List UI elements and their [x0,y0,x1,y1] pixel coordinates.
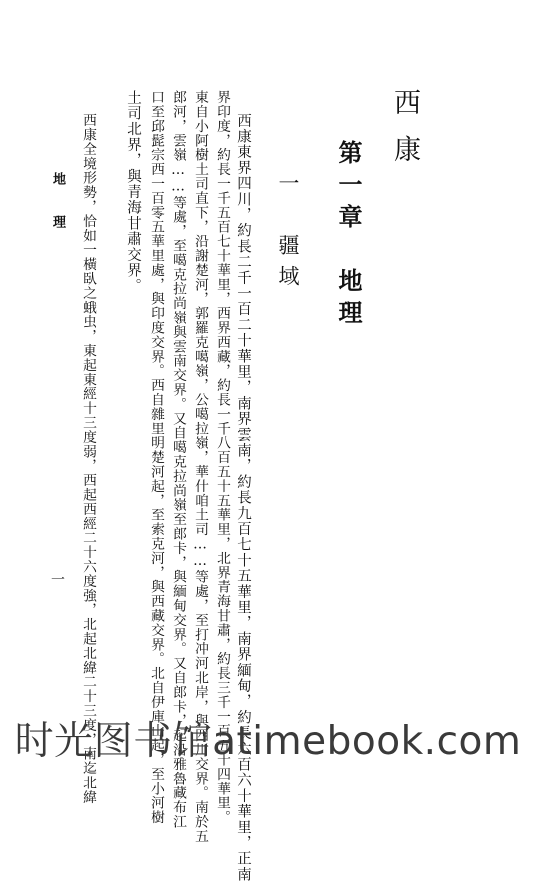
page-number: 一 [49,572,65,586]
section-heading: 一 疆域 [276,172,300,296]
paragraph-line: 東自小阿樹土司直下，沿謝楚河，郭羅克噶嶺，公噶拉嶺，華什咱土司……等處，至打冲河北岸，與四川交界。南於五 [192,90,208,844]
paragraph-line: 西康東界四川，約長二千一百二十華里，南界雲南，約長九百七十五華里，南界緬甸，約長六百六十華里，正南 [235,113,251,882]
paragraph-line: 界印度，約長一千五百七十華里，西界西藏，約長一千八百五十五華里，北界青海甘肅，約長三千一百五十四華里。 [214,90,230,825]
paragraph-line: 口至邱髭宗西一百零五華里處，與印度交界。西自雜里明楚河起，至索克河，與西藏交界。北自伊庫山起，至小河樹 [148,90,164,825]
paragraph-line: 土司北界，與青海甘肅交界。 [125,90,141,295]
chapter-heading: 第一章 地理 [334,140,363,332]
margin-chapter-marker: 地理 [50,172,65,258]
book-title: 西康 [389,88,420,182]
paragraph-line: 郎河，雲嶺……等處，至噶克拉尚嶺與雲南交界。又自噶克拉尚嶺至郎卡，與緬甸交界。又自郎卡，起沿雅魯藏布江 [170,90,186,829]
watermark-text: 时光图书馆atimebook.com [14,719,522,764]
paragraph-line: 西康全境形勢，恰如一橫臥之蛾虫，東起東經十三度弱，西起西經二十六度強，北起北緯二十三度，南迄北緯 [80,113,96,805]
